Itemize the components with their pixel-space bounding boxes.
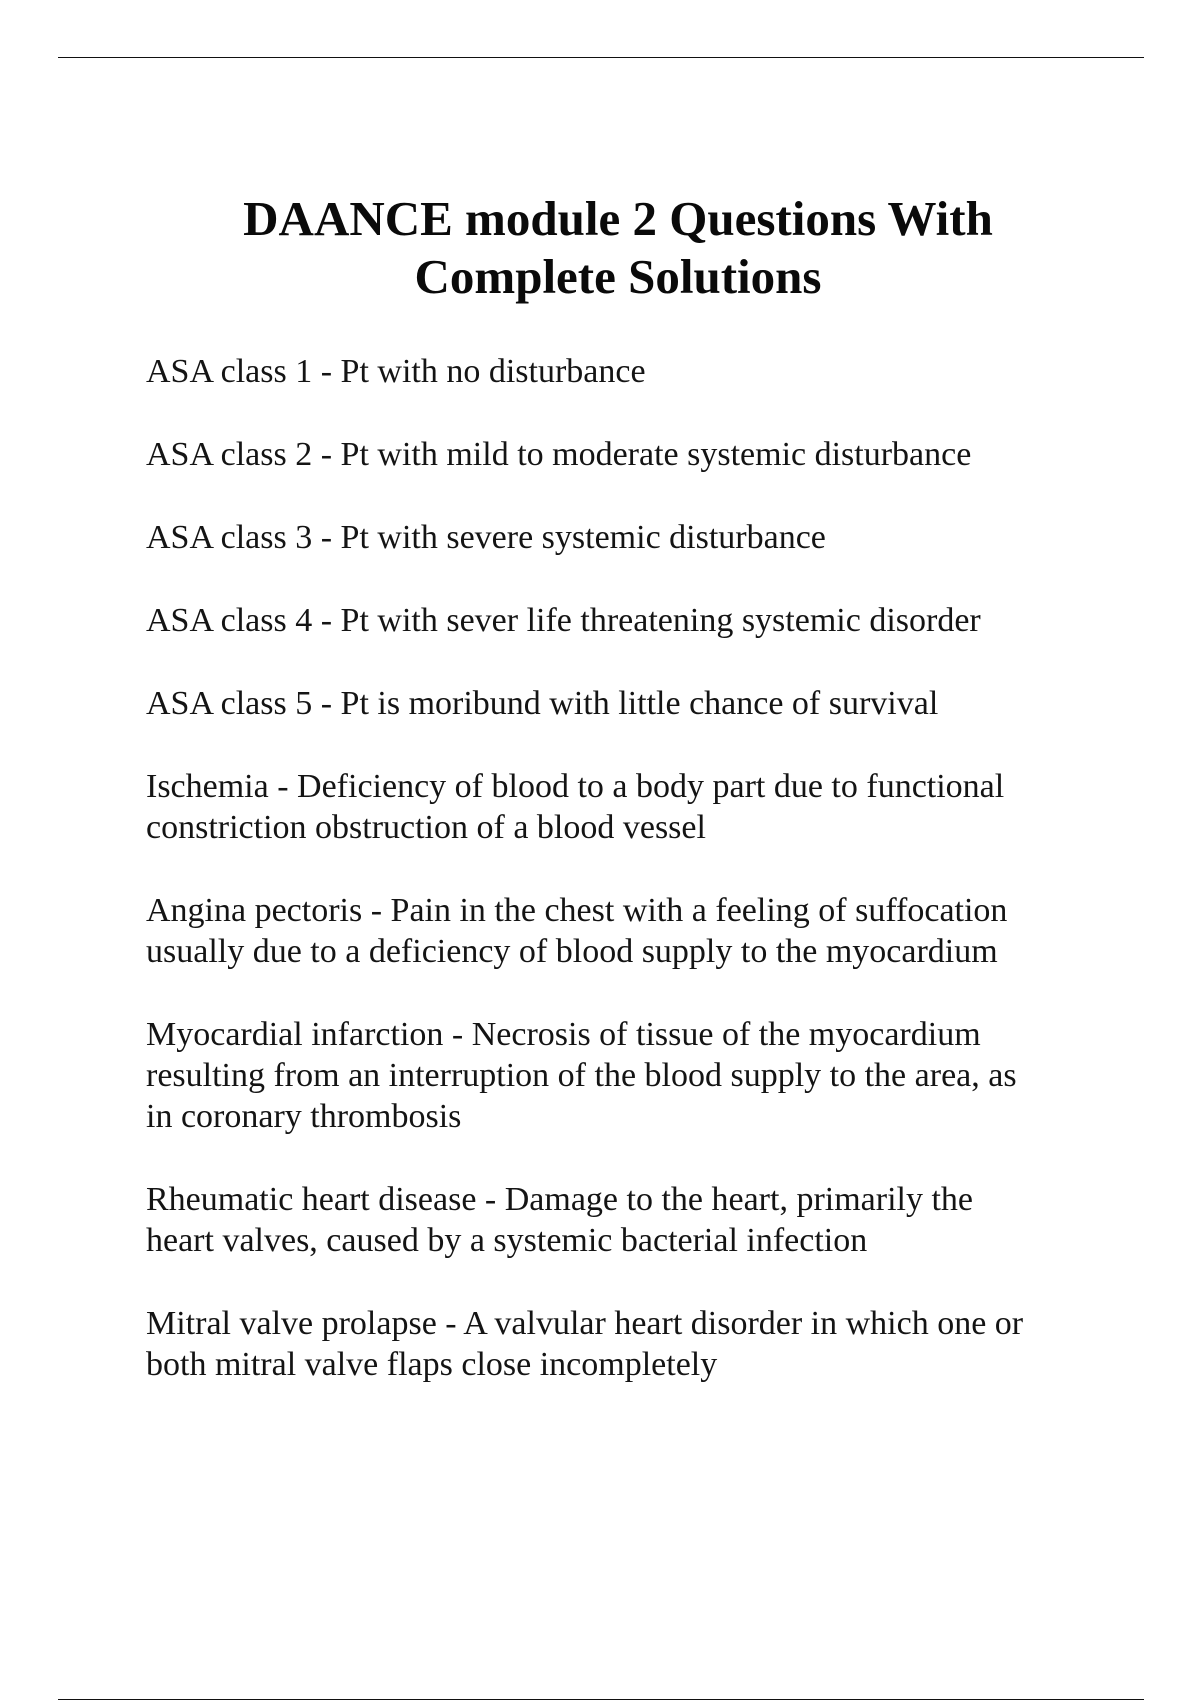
- entry-asa-class-5: [146, 683, 1106, 724]
- entry-line: Ischemia - Deficiency of blood to a body part due to functional: [146, 768, 1005, 805]
- definition-list: [146, 351, 1106, 1427]
- document-title: [0, 190, 1200, 306]
- entry-asa-class-4: [146, 600, 1106, 641]
- entry-line: ASA class 1 - Pt with no disturbance: [146, 353, 646, 390]
- entry-line: Myocardial infarction - Necrosis of tissue of the myocardium: [146, 1016, 981, 1053]
- entry-myocardial-infarction: [146, 1014, 1106, 1137]
- entry-rheumatic-heart-disease: [146, 1179, 1106, 1261]
- entry-line: resulting from an interruption of the blood supply to the area, as: [146, 1057, 1017, 1094]
- title-line: Complete Solutions: [414, 249, 822, 304]
- entry-ischemia: [146, 766, 1106, 848]
- entry-line: constriction obstruction of a blood vessel: [146, 809, 706, 846]
- entry-line: usually due to a deficiency of blood supply to the myocardium: [146, 933, 998, 970]
- entry-asa-class-2: [146, 434, 1106, 475]
- entry-mitral-valve-prolapse: [146, 1303, 1106, 1385]
- entry-line: Angina pectoris - Pain in the chest with a feeling of suffocation: [146, 892, 1008, 929]
- top-divider: [58, 57, 1144, 58]
- entry-asa-class-1: [146, 351, 1106, 392]
- entry-line: ASA class 4 - Pt with sever life threatening systemic disorder: [146, 602, 981, 639]
- entry-line: ASA class 5 - Pt is moribund with little chance of survival: [146, 685, 939, 722]
- entry-line: both mitral valve flaps close incompletely: [146, 1346, 718, 1383]
- entry-line: Mitral valve prolapse - A valvular heart disorder in which one or: [146, 1305, 1024, 1342]
- entry-line: ASA class 3 - Pt with severe systemic disturbance: [146, 519, 826, 556]
- entry-angina-pectoris: [146, 890, 1106, 972]
- entry-line: in coronary thrombosis: [146, 1098, 462, 1135]
- entry-line: Rheumatic heart disease - Damage to the heart, primarily the: [146, 1181, 974, 1218]
- title-line: DAANCE module 2 Questions With: [243, 191, 993, 246]
- entry-asa-class-3: [146, 517, 1106, 558]
- entry-line: ASA class 2 - Pt with mild to moderate systemic disturbance: [146, 436, 972, 473]
- entry-line: heart valves, caused by a systemic bacterial infection: [146, 1222, 868, 1259]
